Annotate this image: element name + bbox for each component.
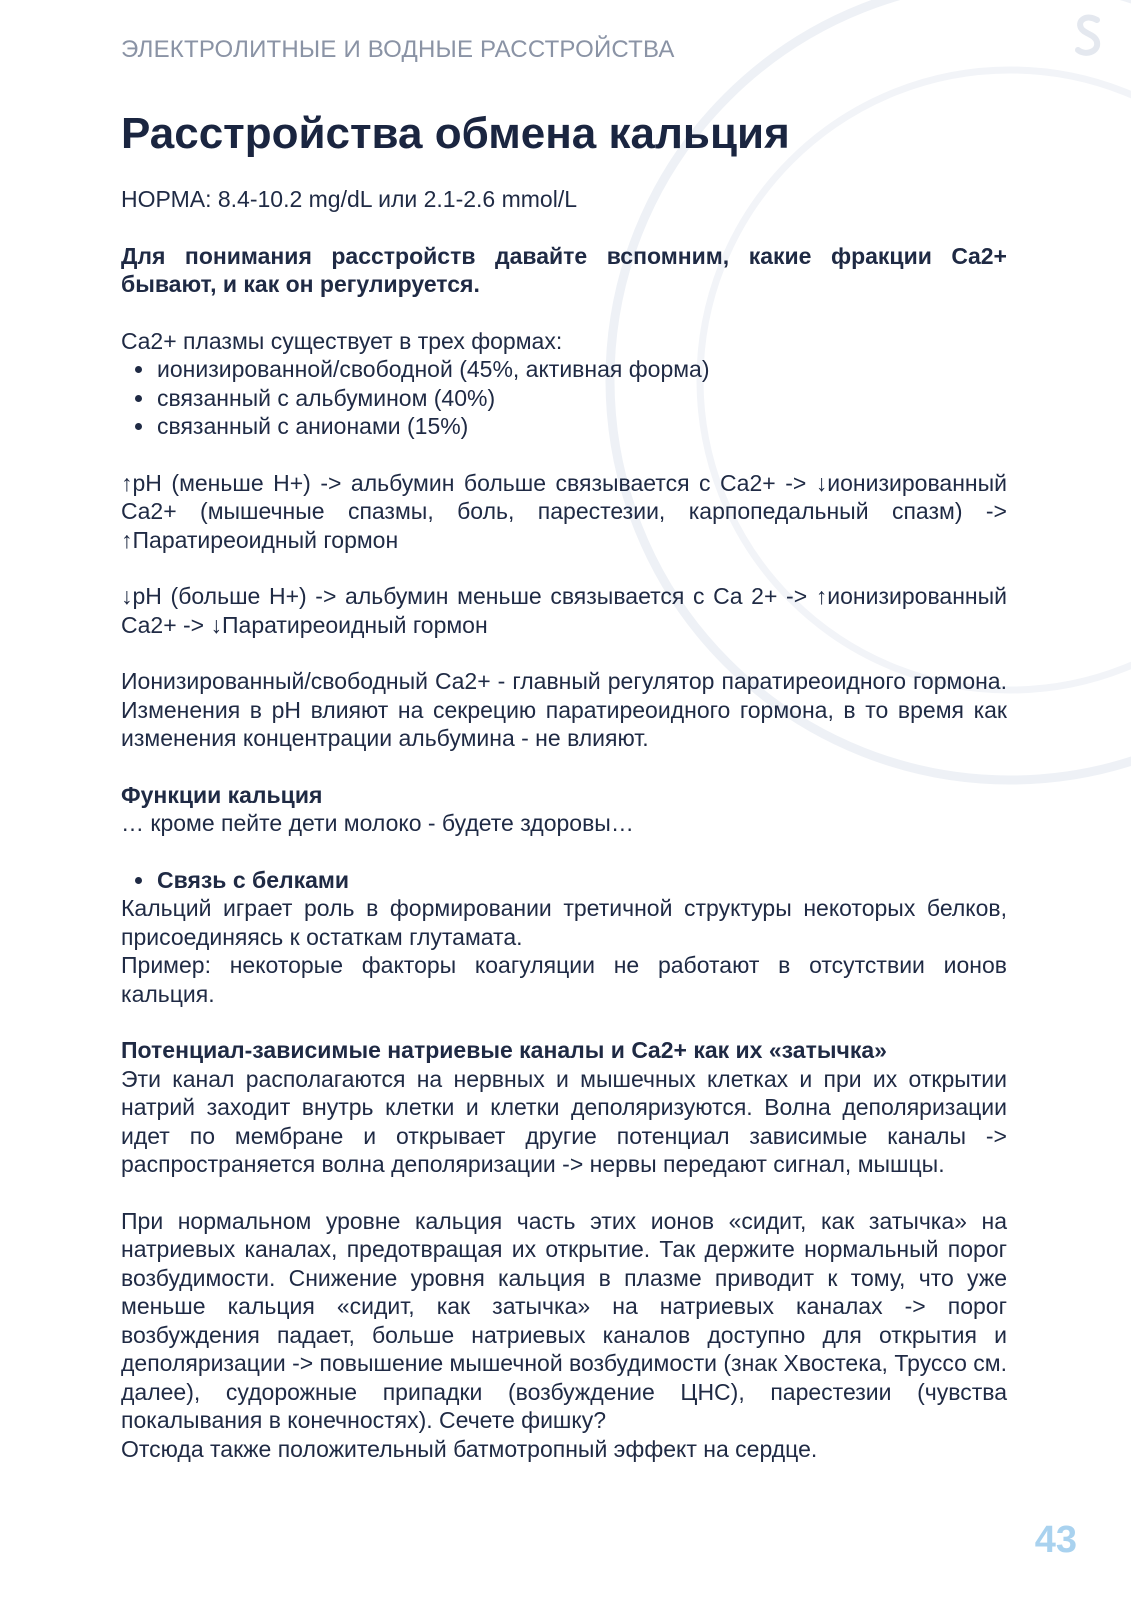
list-item: ионизированной/свободной (45%, активная форма) <box>135 355 1007 384</box>
list-item: связанный с альбумином (40%) <box>135 384 1007 413</box>
protein-example-paragraph: Пример: некоторые факторы коагуляции не работают в отсутствии ионов кальция. <box>121 952 1007 1007</box>
functions-subtitle: … кроме пейте дети молоко - будете здоровы… <box>121 810 634 836</box>
norm-line: НОРМА: 8.4-10.2 mg/dL или 2.1-2.6 mmol/L <box>121 186 578 212</box>
protein-paragraph: Кальций играет роль в формировании третичной структуры некоторых белков, присоединяясь к остаткам глутамата. <box>121 895 1007 950</box>
functions-list <box>121 866 1007 895</box>
regulator-paragraph: Ионизированный/свободный Ca2+ - главный регулятор паратиреоидного гормона. Изменения в pH влияют на секрецию паратиреоидного гормона, в то время как изменения концентрации альбумина - не влияют. <box>121 668 1007 751</box>
page-number: 43 <box>1034 1519 1077 1561</box>
intro-bold-paragraph: Для понимания расстройств давайте вспомним, какие фракции Ca2+ бывают, и как он регулируется. <box>121 242 1007 297</box>
list-item: Связь с белками <box>135 866 1007 895</box>
s-logo-icon <box>1073 14 1103 58</box>
forms-lead: Ca2+ плазмы существует в трех формах: <box>121 327 563 354</box>
functions-heading: Функции кальция <box>121 781 323 808</box>
channels-heading: Потенциал-зависимые натриевые каналы и Ca2+ как их «затычка» <box>121 1037 887 1063</box>
section-label: ЭЛЕКТРОЛИТНЫЕ И ВОДНЫЕ РАССТРОЙСТВА <box>121 36 675 63</box>
forms-list <box>121 355 1007 441</box>
ph-decrease-paragraph: ↓pH (больше H+) -> альбумин меньше связывается с Ca 2+ -> ↑ионизированный Ca2+ -> ↓Паратиреоидный гормон <box>121 583 1007 638</box>
ph-increase-paragraph: ↑pH (меньше H+) -> альбумин больше связывается с Ca2+ -> ↓ионизированный Ca2+ (мышечные спазмы, боль, парестезии, карпопедальный спазм) -> ↑Паратиреоидный гормон <box>121 469 1007 553</box>
list-item: связанный с анионами (15%) <box>135 412 1007 441</box>
channels-paragraph-1: Эти канал располагаются на нервных и мышечных клетках и при их открытии натрий заходит внутрь клетки и клетки деполяризуются. Волна деполяризации идет по мембране и открывает другие потенциал зависимые каналы -> распространяется волна деполяризации -> нервы передают сигнал, мышцы. <box>121 1065 1007 1177</box>
channels-paragraph-2: При нормальном уровне кальция часть этих ионов «сидит, как затычка» на натриевых каналах, предотвращая их открытие. Так держите нормальный порог возбудимости. Снижение уровня кальция в плазме приводит к тому, что уже меньше кальция «сидит, как затычка» на натриевых каналах -> порог возбуждения падает, больше натриевых каналов доступно для открытия и деполяризации -> повышение мышечной возбудимости (знак Хвостека, Труссо см. далее), судорожные припадки (возбуждение ЦНС), парестезии (чувства покалывания в конечностях). Сечете фишку? <box>121 1207 1008 1433</box>
page-title: Расстройства обмена кальция <box>121 109 790 158</box>
page-content <box>121 107 1007 1463</box>
channels-paragraph-3: Отсюда также положительный батмотропный эффект на сердце. <box>121 1435 818 1462</box>
